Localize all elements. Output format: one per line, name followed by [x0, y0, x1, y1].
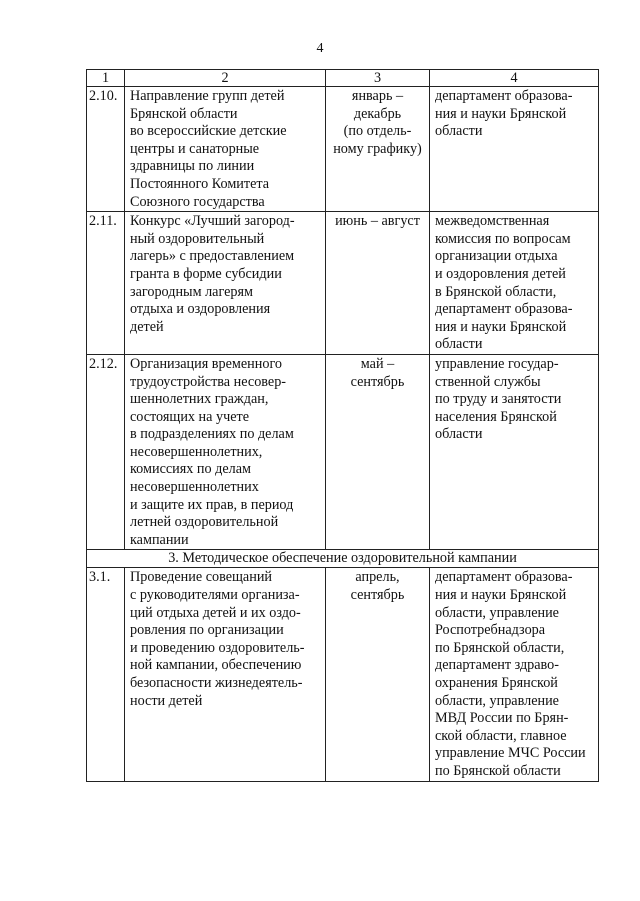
header-cell-3: 3: [326, 70, 430, 87]
row-responsible: [430, 87, 599, 212]
row-responsible-line: МВД России по Брян-: [435, 710, 569, 727]
header-cell-1: 1: [87, 70, 125, 87]
table-row: [87, 568, 599, 781]
row-period: [326, 568, 430, 781]
header-cell-4: 4: [430, 70, 599, 87]
row-description-line: гранта в форме субсидии: [130, 265, 282, 282]
row-responsible-line: охранения Брянской: [435, 675, 558, 691]
row-period: [326, 354, 430, 550]
plan-table: [86, 69, 599, 782]
row-number: 2.11.: [87, 212, 125, 355]
header-cell-2: 2: [125, 70, 326, 87]
row-responsible-line: департамент образова-: [435, 88, 573, 104]
row-description: [125, 568, 326, 781]
row-responsible-line: ния и науки Брянской: [435, 105, 567, 122]
row-responsible-line: области: [435, 336, 483, 353]
row-description-line: Постоянного Комитета: [130, 175, 270, 192]
row-description-line: и проведению оздоровитель-: [130, 639, 305, 656]
row-responsible-line: области, управление: [435, 692, 559, 709]
row-responsible-line: комиссия по вопросам: [435, 230, 571, 247]
row-description-line: ности детей: [130, 692, 203, 709]
table-row: [87, 212, 599, 355]
row-period-line: сентябрь: [350, 373, 405, 390]
row-number: 3.1.: [87, 568, 125, 781]
row-period-line: июнь – август: [335, 213, 420, 230]
row-number: 2.10.: [87, 87, 125, 212]
row-responsible-line: по Брянской области: [435, 762, 561, 779]
row-description-line: Брянской области: [130, 105, 238, 122]
row-responsible-line: по труду и занятости: [435, 391, 562, 408]
row-period-line: май –: [360, 355, 395, 372]
row-description-line: ровления по организации: [130, 622, 284, 639]
row-period-line: (по отдель-: [343, 123, 412, 140]
row-responsible: [430, 568, 599, 781]
row-responsible-line: ния и науки Брянской: [435, 318, 567, 335]
row-description-line: Проведение совещаний: [130, 569, 273, 586]
row-description-line: центры и санаторные: [130, 140, 260, 157]
row-description: [125, 87, 326, 212]
row-number: 2.12.: [87, 354, 125, 550]
row-description-line: ный оздоровительный: [130, 230, 265, 247]
row-responsible-line: Роспотребнадзора: [435, 622, 546, 639]
row-description-line: в подразделениях по делам: [130, 426, 294, 443]
table-row: [87, 87, 599, 212]
row-responsible-line: ской области, главное: [435, 727, 567, 744]
row-description-line: Конкурс «Лучший загород-: [130, 213, 295, 230]
row-responsible-line: области: [435, 426, 483, 443]
row-description-line: Союзного государства: [130, 193, 265, 210]
row-responsible: [430, 212, 599, 355]
row-description-line: Организация временного: [130, 355, 283, 372]
row-responsible-line: департамент здраво-: [435, 657, 559, 674]
row-description-line: детей: [130, 318, 164, 335]
row-description-line: лагерь» с предоставлением: [130, 248, 295, 265]
row-responsible-line: ния и науки Брянской: [435, 587, 567, 604]
row-description-line: здравницы по линии: [130, 158, 255, 175]
table-header-row: [87, 70, 599, 87]
row-description: [125, 354, 326, 550]
row-description-line: ной кампании, обеспечению: [130, 657, 302, 674]
row-description-line: Направление групп детей: [130, 88, 285, 104]
row-description-line: во всероссийские детские: [130, 123, 287, 140]
row-responsible: [430, 354, 599, 550]
row-responsible-line: области, управление: [435, 604, 559, 621]
row-responsible-line: в Брянской области,: [435, 283, 557, 300]
row-description-line: комиссиях по делам: [130, 461, 252, 478]
row-description-line: кампании: [130, 531, 189, 548]
row-period-line: апрель,: [355, 569, 400, 586]
row-description-line: ций отдыха детей и их оздо-: [130, 604, 301, 621]
row-period: [326, 87, 430, 212]
row-responsible-line: департамент образова-: [435, 569, 573, 586]
row-period-line: январь –: [351, 88, 404, 104]
row-description-line: отдыха и оздоровления: [130, 301, 271, 318]
row-responsible-line: межведомственная: [435, 213, 550, 230]
row-responsible-line: организации отдыха: [435, 248, 558, 265]
row-description-line: летней оздоровительной: [130, 514, 279, 531]
table-row: [87, 354, 599, 550]
row-period-line: сентябрь: [350, 587, 405, 604]
row-description-line: несовершеннолетних,: [130, 443, 263, 460]
row-description: [125, 212, 326, 355]
row-responsible-line: области: [435, 123, 483, 140]
row-description-line: шеннолетних граждан,: [130, 391, 269, 408]
row-description-line: состоящих на учете: [130, 408, 250, 425]
row-period-line: ному графику): [333, 140, 422, 157]
row-period: [326, 212, 430, 355]
section-row: [87, 550, 599, 568]
row-responsible-line: и оздоровления детей: [435, 265, 566, 282]
plan-table-body: [87, 70, 599, 782]
row-responsible-line: управление МЧС России: [435, 745, 586, 762]
row-responsible-line: департамент образова-: [435, 301, 573, 318]
row-period-line: декабрь: [353, 105, 402, 122]
row-responsible-line: ственной службы: [435, 373, 541, 390]
row-responsible-line: населения Брянской: [435, 408, 557, 425]
section-heading: 3. Методическое обеспечение оздоровительной кампании: [87, 550, 599, 568]
row-responsible-line: управление государ-: [435, 355, 559, 372]
row-description-line: и защите их прав, в период: [130, 496, 294, 513]
row-description-line: несовершеннолетних: [130, 479, 259, 496]
row-description-line: с руководителями организа-: [130, 587, 300, 604]
row-description-line: безопасности жизнедеятель-: [130, 675, 303, 691]
page-number: 4: [316, 41, 324, 56]
row-responsible-line: по Брянской области,: [435, 639, 565, 656]
row-description-line: трудоустройства несовер-: [130, 373, 287, 390]
row-description-line: загородным лагерям: [130, 283, 254, 300]
